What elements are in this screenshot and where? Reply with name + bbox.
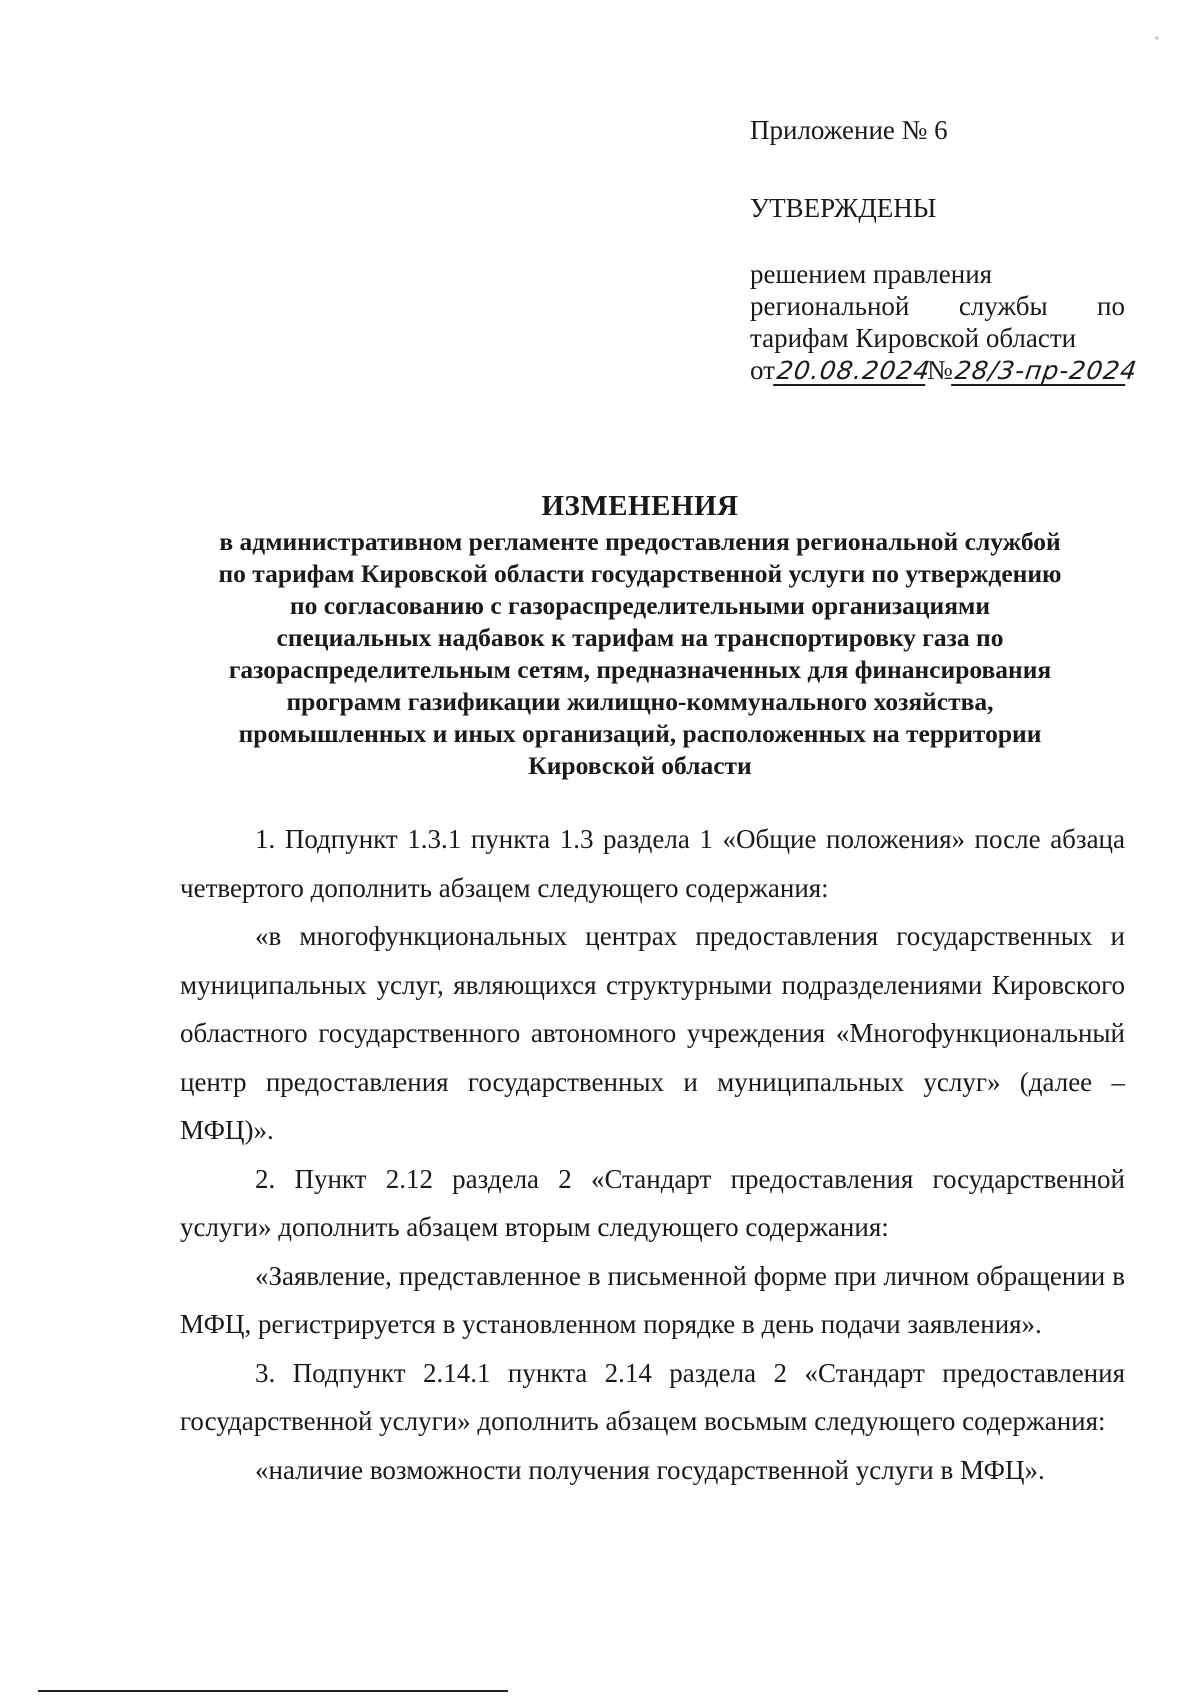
title-line: газораспределительным сетям, предназначенных для финансирования: [228, 655, 1052, 684]
decision-word: службы: [958, 291, 1048, 321]
title-line: промышленных и иных организаций, расположенных на территории: [238, 719, 1042, 748]
paragraph-quote-1: «в многофункциональных центрах предоставления государственных и муниципальных услуг, являющихся структурными подразделениями Кировского областного государственного автономного учреждения «Многофункциональный центр предоставления государственных и муниципальных услуг» (далее – МФЦ)».: [180, 921, 1125, 1145]
document-title: [150, 486, 1130, 782]
approval-header: [750, 110, 1139, 386]
decision-word: региональной: [750, 291, 910, 321]
decision-date-number: [750, 354, 1139, 386]
title-heading: ИЗМЕНЕНИЯ: [541, 490, 739, 522]
handwritten-number: 28/3-пр-2024: [951, 358, 1129, 386]
paragraph-item-2: 2. Пункт 2.12 раздела 2 «Стандарт предоставления государственной услуги» дополнить абзацем вторым следующего содержания:: [180, 1163, 1125, 1242]
paragraph-quote-3: «наличие возможности получения государственной услуги в МФЦ».: [255, 1454, 1045, 1485]
approved-label: УТВЕРЖДЕНЫ: [750, 193, 937, 223]
title-line: специальных надбавок к тарифам на транспортировку газа по: [276, 623, 1004, 652]
title-line: Кировской области: [528, 751, 752, 780]
date-prefix: от: [750, 355, 775, 385]
number-sign: №: [926, 355, 953, 385]
decision-word: по: [1097, 291, 1125, 321]
decision-line-2: [750, 290, 1125, 322]
title-line: программ газификации жилищно-коммунального хозяйства,: [286, 687, 994, 716]
decision-line-3: тарифам Кировской области: [750, 323, 1077, 353]
scan-speck: [1155, 36, 1159, 40]
decision-reference: [750, 258, 1139, 386]
paragraph-item-1: 1. Подпункт 1.3.1 пункта 1.3 раздела 1 «Общие положения» после абзаца четвертого дополнить абзацем следующего содержания:: [180, 824, 1125, 903]
title-line: по согласованию с газораспределительными организациями: [289, 591, 991, 620]
footnote-separator: [38, 1690, 508, 1692]
document-body: [180, 815, 1125, 1494]
handwritten-date: 20.08.2024: [773, 358, 929, 386]
paragraph-quote-2: «Заявление, представленное в письменной форме при личном обращении в МФЦ, регистрируется в установленном порядке в день подачи заявления».: [180, 1260, 1125, 1339]
title-line: в административном регламенте предоставления региональной службой: [219, 527, 1061, 556]
appendix-label: Приложение № 6: [750, 115, 948, 145]
paragraph-item-3: 3. Подпункт 2.14.1 пункта 2.14 раздела 2 «Стандарт предоставления государственной услуги» дополнить абзацем восьмым следующего содержания:: [180, 1357, 1125, 1436]
title-line: по тарифам Кировской области государственной услуги по утверждению: [218, 559, 1062, 588]
decision-line-1: решением правления: [750, 259, 993, 289]
